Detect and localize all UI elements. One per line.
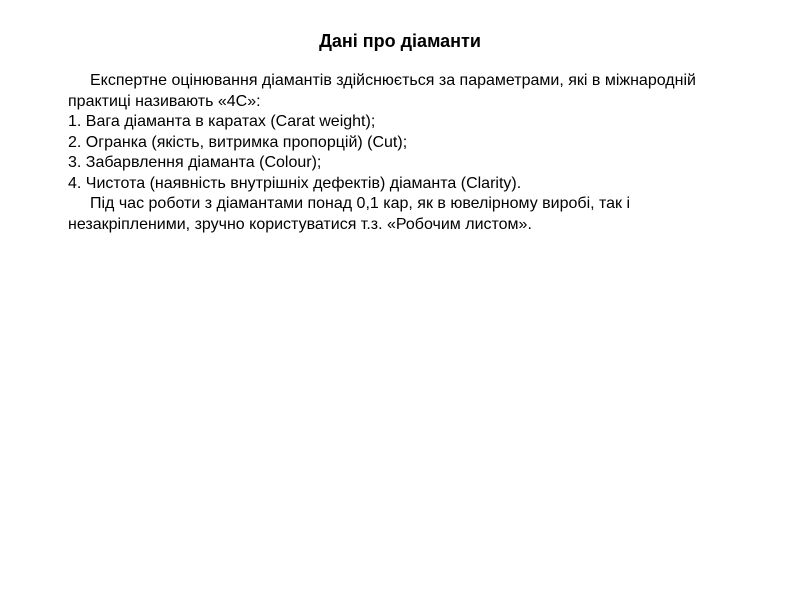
body-text (68, 71, 748, 235)
page-title: Дані про діаманти (319, 31, 481, 51)
list-item-clarity: 4. Чистота (наявність внутрішніх дефектів) діаманта (Clarity). (68, 174, 522, 192)
intro-paragraph: Експертне оцінювання діамантів здійснюється за параметрами, які в міжнародній практиці називають «4С»: (68, 72, 696, 110)
list-item-carat: 1. Вага діаманта в каратах (Carat weight); (68, 113, 376, 130)
list-item-cut: 2. Огранка (якість, витримка пропорцій) (Cut); (68, 133, 408, 151)
list-item-colour: 3. Забарвлення діаманта (Colour); (68, 154, 322, 171)
closing-paragraph: Під час роботи з діамантами понад 0,1 кар, як в ювелірному виробі, так і незакріпленими, зручно користуватися т.з. «Робочим листом». (68, 195, 631, 233)
